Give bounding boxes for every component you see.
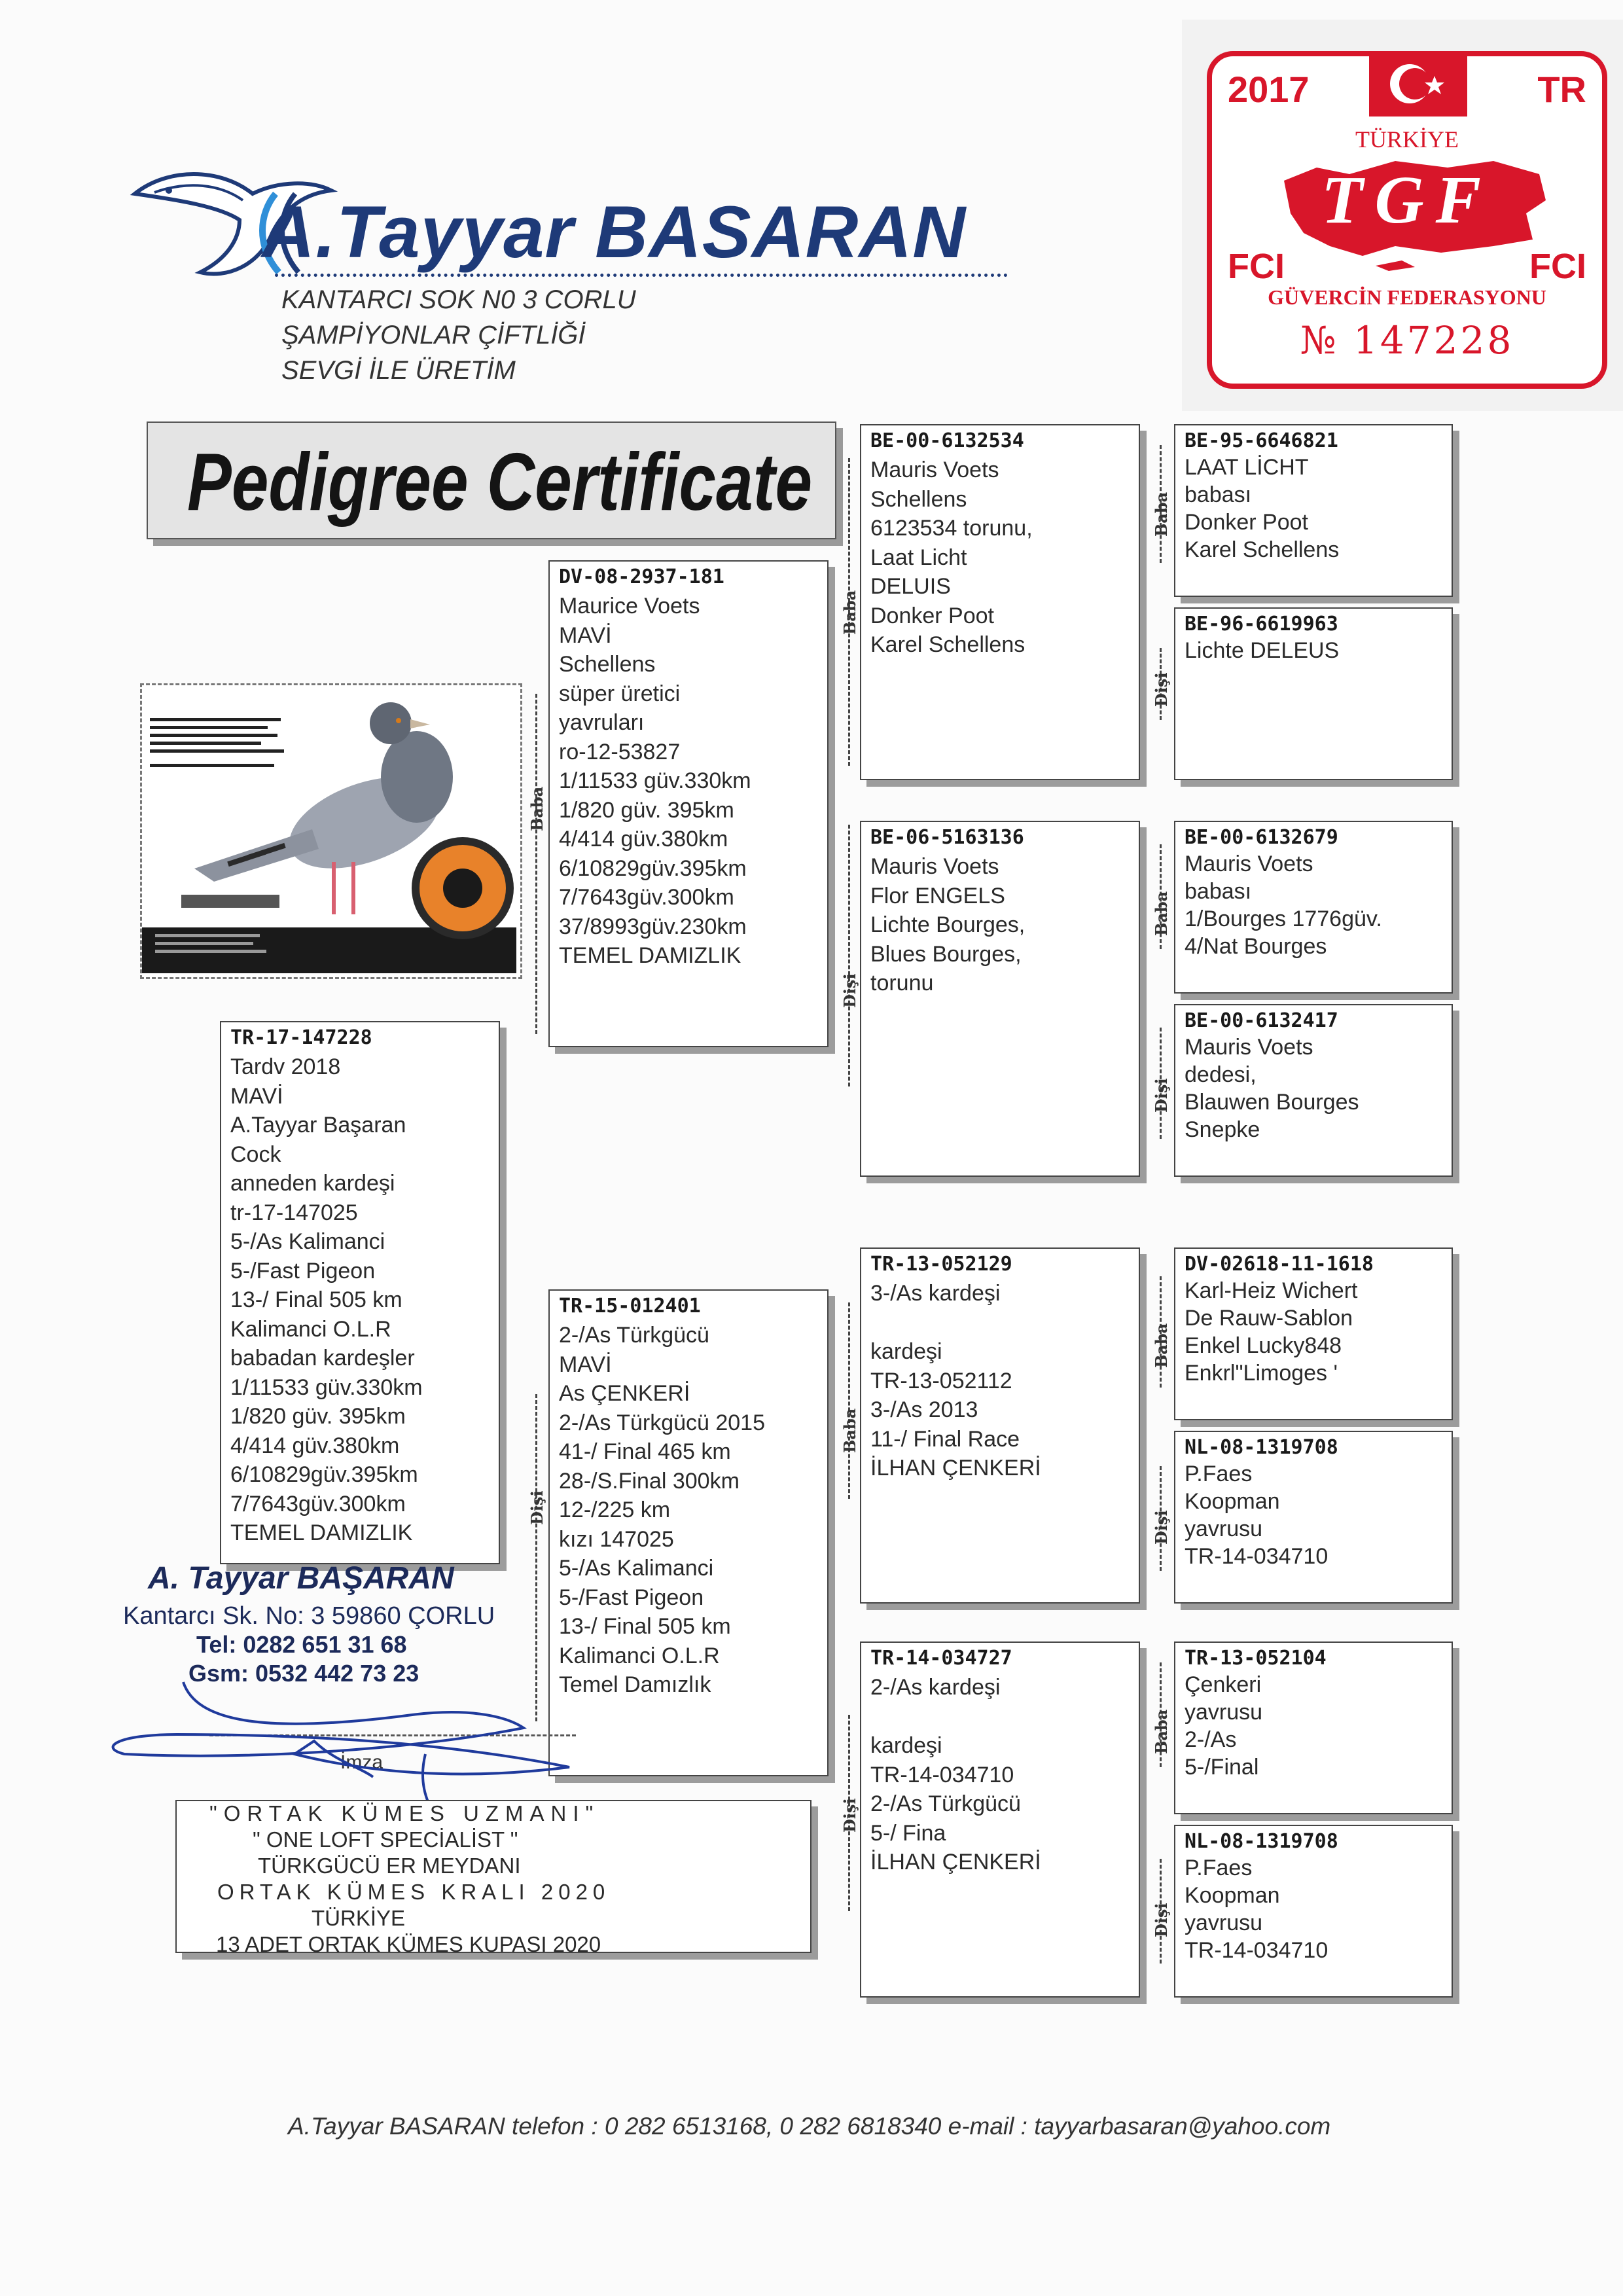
- sire-line: 4/414 güv.380km: [559, 827, 728, 852]
- ggp5-line: Karl-Heiz Wichert: [1185, 1278, 1358, 1303]
- header-address-line-3: SEVGİ İLE ÜRETİM: [281, 356, 516, 385]
- subject-pigeon-box: [220, 1021, 500, 1564]
- subject-line: 5-/Fast Pigeon: [230, 1259, 376, 1283]
- ggp7-line: Çenkeri: [1185, 1672, 1262, 1697]
- ggp6-line: P.Faes: [1185, 1462, 1253, 1486]
- subject-line: 1/11533 güv.330km: [230, 1375, 423, 1400]
- subject-line: TEMEL DAMIZLIK: [230, 1520, 413, 1545]
- info-line: 13 ADET ORTAK KÜMES KUPASI 2020: [216, 1932, 601, 1956]
- gp3-line: 3-/As 2013: [870, 1397, 978, 1422]
- dam-line: 5-/As Kalimanci: [559, 1556, 714, 1581]
- gp2-line: Mauris Voets: [870, 854, 999, 879]
- ggp8-line: TR-14-034710: [1185, 1938, 1329, 1963]
- ggp-label-2: Dişi: [1152, 672, 1171, 707]
- info-line: TÜRKİYE: [312, 1906, 406, 1930]
- gp3-line: TR-13-052112: [870, 1369, 1012, 1393]
- gp4-line: TR-14-034727: [870, 1647, 1012, 1670]
- ggp-label-4: Dişi: [1152, 1078, 1171, 1113]
- gp4-line: 2-/As kardeşi: [870, 1675, 1001, 1700]
- ggp4-line: BE-00-6132417: [1185, 1009, 1338, 1032]
- sire-line: 37/8993güv.230km: [559, 914, 747, 939]
- subject-line: 13-/ Final 505 km: [230, 1287, 402, 1312]
- subject-line: Cock: [230, 1142, 281, 1167]
- gp4-line: 5-/ Fina: [870, 1821, 946, 1846]
- dam-line: 41-/ Final 465 km: [559, 1439, 731, 1464]
- grandparent-box-1: [860, 424, 1140, 780]
- stamp-right-badge: FCI: [1529, 247, 1586, 286]
- gp1-line: Karel Schellens: [870, 632, 1026, 657]
- ggp7-line: 2-/As: [1185, 1727, 1237, 1752]
- dam-line: TR-15-012401: [559, 1295, 701, 1318]
- subject-line: Tardv 2018: [230, 1054, 341, 1079]
- gp-label-3: Baba: [840, 1408, 859, 1453]
- ggp4-line: Snepke: [1185, 1117, 1260, 1142]
- ggp2-line: Lichte DELEUS: [1185, 638, 1340, 663]
- subject-line: anneden kardeşi: [230, 1171, 395, 1196]
- gp-label-1: Baba: [840, 590, 859, 635]
- ggp3-line: BE-00-6132679: [1185, 826, 1338, 849]
- ggp-label-8: Dişi: [1152, 1903, 1171, 1937]
- flag-icon: [1369, 51, 1467, 117]
- ggp8-line: P.Faes: [1185, 1856, 1253, 1880]
- sire-line: Maurice Voets: [559, 594, 700, 619]
- dam-line: 2-/As Türkgücü: [559, 1323, 709, 1348]
- ggp8-line: yavrusu: [1185, 1910, 1263, 1935]
- gp1-line: Donker Poot: [870, 603, 994, 628]
- sire-line: 1/820 güv. 395km: [559, 798, 734, 823]
- ggp3-line: babası: [1185, 879, 1252, 904]
- dam-line: MAVİ: [559, 1352, 612, 1377]
- owner-name: A. Tayyar BAŞARAN: [148, 1561, 454, 1596]
- gp4-line: TR-14-034710: [870, 1763, 1014, 1787]
- brand-name: A.Tayyar BASARAN: [262, 191, 967, 273]
- gp4-line: 2-/As Türkgücü: [870, 1791, 1021, 1816]
- footer-contact: A.Tayyar BASARAN telefon : 0 282 6513168, 0 282 6818340 e-mail : tayyarbasaran@yahoo.com: [288, 2113, 1331, 2140]
- gp3-line: 3-/As kardeşi: [870, 1281, 1001, 1306]
- subject-line: 4/414 güv.380km: [230, 1433, 400, 1458]
- owner-address: Kantarcı Sk. No: 3 59860 ÇORLU: [123, 1602, 495, 1630]
- dam-line: 28-/S.Final 300km: [559, 1469, 740, 1494]
- ggp5-line: Enkrl"Limoges ': [1185, 1361, 1338, 1386]
- great-grandparent-box-4: [1174, 1004, 1453, 1177]
- gp1-line: Laat Licht: [870, 545, 967, 570]
- gp2-line: torunu: [870, 971, 934, 996]
- sire-line: MAVİ: [559, 623, 612, 648]
- brand-underline: [275, 274, 1008, 277]
- page-title: Pedigree Certificate: [187, 437, 813, 528]
- ggp7-line: yavrusu: [1185, 1700, 1263, 1725]
- sire-line: süper üretici: [559, 681, 681, 706]
- gp-label-4: Dişi: [840, 1798, 859, 1833]
- gp3-line: İLHAN ÇENKERİ: [870, 1456, 1041, 1480]
- gp-connector-2: [848, 825, 850, 1086]
- subject-line: Kalimanci O.L.R: [230, 1317, 391, 1342]
- subject-line: 6/10829güv.395km: [230, 1462, 418, 1487]
- gp-connector-3: [848, 1302, 850, 1499]
- subject-line: babadan kardeşler: [230, 1346, 415, 1371]
- pigeon-photo: [140, 683, 522, 979]
- ggp6-line: NL-08-1319708: [1185, 1436, 1338, 1459]
- ggp6-line: Koopman: [1185, 1489, 1280, 1514]
- info-line: ORTAK KÜMES KRALI 2020: [217, 1880, 611, 1904]
- great-grandparent-box-2: [1174, 607, 1453, 780]
- ggp-label-6: Dişi: [1152, 1510, 1171, 1545]
- header-address-line-2: ŞAMPİYONLAR ÇİFTLİĞİ: [281, 321, 586, 350]
- dam-line: Temel Damızlık: [559, 1672, 711, 1697]
- stamp-number: № 147228: [1300, 318, 1514, 363]
- gp2-line: BE-06-5163136: [870, 826, 1024, 849]
- sire-connector: [535, 694, 537, 1034]
- header-address-line-1: KANTARCI SOK N0 3 CORLU: [281, 285, 636, 314]
- stamp-org: TGF: [1321, 162, 1493, 238]
- info-line: TÜRKGÜCÜ ER MEYDANI: [258, 1854, 521, 1878]
- sire-line: Schellens: [559, 652, 656, 677]
- sire-box: [548, 560, 829, 1047]
- sire-line: 1/11533 güv.330km: [559, 768, 751, 793]
- ggp-label-1: Baba: [1152, 492, 1171, 537]
- stamp-left-badge: FCI: [1228, 247, 1285, 286]
- grandparent-box-2: [860, 821, 1140, 1177]
- great-grandparent-box-5: [1174, 1247, 1453, 1420]
- sire-line: TEMEL DAMIZLIK: [559, 943, 741, 968]
- achievements-box: [175, 1800, 812, 1956]
- ggp4-line: Blauwen Bourges: [1185, 1090, 1359, 1115]
- ggp1-line: Donker Poot: [1185, 510, 1308, 535]
- dam-line: As ÇENKERİ: [559, 1381, 690, 1406]
- subject-line: 5-/As Kalimanci: [230, 1229, 385, 1254]
- gp-label-2: Dişi: [840, 973, 859, 1008]
- ggp2-line: BE-96-6619963: [1185, 613, 1338, 636]
- dam-line: 12-/225 km: [559, 1498, 671, 1522]
- gp1-line: DELUIS: [870, 574, 951, 599]
- ggp5-line: De Rauw-Sablon: [1185, 1306, 1353, 1331]
- ggp6-line: yavrusu: [1185, 1516, 1263, 1541]
- ggp-label-3: Baba: [1152, 891, 1171, 936]
- gp1-line: Schellens: [870, 487, 967, 512]
- signature-label: İmza: [340, 1751, 383, 1773]
- ggp5-line: DV-02618-11-1618: [1185, 1253, 1374, 1276]
- ggp8-line: Koopman: [1185, 1883, 1280, 1908]
- gp2-line: Lichte Bourges,: [870, 912, 1026, 937]
- ggp6-line: TR-14-034710: [1185, 1544, 1329, 1569]
- gp3-line: TR-13-052129: [870, 1253, 1012, 1276]
- stamp-federation: GÜVERCİN FEDERASYONU: [1268, 285, 1546, 309]
- ggp7-line: 5-/Final: [1185, 1755, 1259, 1780]
- dam-line: 2-/As Türkgücü 2015: [559, 1410, 765, 1435]
- subject-line: tr-17-147025: [230, 1200, 358, 1225]
- gp2-line: Blues Bourges,: [870, 942, 1022, 967]
- ggp5-line: Enkel Lucky848: [1185, 1333, 1342, 1358]
- subject-line: MAVİ: [230, 1084, 283, 1109]
- ggp-label-7: Baba: [1152, 1709, 1171, 1754]
- gp4-line: İLHAN ÇENKERİ: [870, 1850, 1041, 1874]
- ggp3-line: 1/Bourges 1776güv.: [1185, 906, 1382, 931]
- grandparent-box-3: [860, 1247, 1140, 1604]
- great-grandparent-box-7: [1174, 1641, 1453, 1814]
- ggp4-line: Mauris Voets: [1185, 1035, 1313, 1060]
- gp1-line: Mauris Voets: [870, 457, 999, 482]
- gp1-line: 6123534 torunu,: [870, 516, 1033, 541]
- gp3-line: 11-/ Final Race: [870, 1427, 1020, 1452]
- ggp3-line: Mauris Voets: [1185, 852, 1313, 876]
- signature-scribble: [98, 1662, 596, 1820]
- sire-label: Baba: [527, 786, 546, 831]
- sire-line: yavruları: [559, 710, 645, 735]
- info-line: " ONE LOFT SPECİALİST ": [253, 1827, 518, 1852]
- subject-line: A.Tayyar Başaran: [230, 1113, 406, 1138]
- owner-gsm: Gsm: 0532 442 73 23: [188, 1660, 419, 1687]
- sire-line: 7/7643güv.300km: [559, 885, 734, 910]
- stamp-country-code: TR: [1537, 69, 1586, 110]
- ggp1-line: LAAT LİCHT: [1185, 455, 1309, 480]
- gp3-line: kardeşi: [870, 1339, 942, 1364]
- ggp8-line: NL-08-1319708: [1185, 1830, 1338, 1853]
- ggp3-line: 4/Nat Bourges: [1185, 934, 1327, 959]
- federation-stamp: [1182, 20, 1623, 411]
- info-line: "ORTAK KÜMES UZMANI": [209, 1801, 600, 1825]
- subject-line: TR-17-147228: [230, 1026, 372, 1049]
- dam-label: Dişi: [527, 1490, 546, 1525]
- subject-line: 1/820 güv. 395km: [230, 1404, 406, 1429]
- gp2-line: Flor ENGELS: [870, 884, 1005, 908]
- grandparent-box-4: [860, 1641, 1140, 1998]
- ggp-label-5: Baba: [1152, 1323, 1171, 1368]
- gp1-line: BE-00-6132534: [870, 429, 1024, 452]
- subject-line: 7/7643güv.300km: [230, 1492, 406, 1516]
- dam-line: kızı 147025: [559, 1527, 674, 1552]
- ggp1-line: BE-95-6646821: [1185, 429, 1338, 452]
- gp4-line: kardeşi: [870, 1733, 942, 1758]
- great-grandparent-box-6: [1174, 1431, 1453, 1604]
- ggp4-line: dedesi,: [1185, 1062, 1257, 1087]
- sire-line: ro-12-53827: [559, 740, 681, 764]
- dam-line: Kalimanci O.L.R: [559, 1643, 720, 1668]
- great-grandparent-box-8: [1174, 1825, 1453, 1998]
- great-grandparent-box-3: [1174, 821, 1453, 994]
- stamp-country: TÜRKİYE: [1355, 126, 1459, 152]
- sire-line: 6/10829güv.395km: [559, 856, 747, 881]
- great-grandparent-box-1: [1174, 424, 1453, 597]
- sire-line: DV-08-2937-181: [559, 565, 724, 588]
- pedigree-title-box: [147, 422, 836, 539]
- ggp1-line: Karel Schellens: [1185, 537, 1340, 562]
- owner-tel: Tel: 0282 651 31 68: [196, 1631, 407, 1658]
- dam-line: 13-/ Final 505 km: [559, 1614, 731, 1639]
- ggp7-line: TR-13-052104: [1185, 1647, 1327, 1670]
- dam-line: 5-/Fast Pigeon: [559, 1585, 704, 1610]
- stamp-year: 2017: [1228, 69, 1310, 110]
- ggp1-line: babası: [1185, 482, 1252, 507]
